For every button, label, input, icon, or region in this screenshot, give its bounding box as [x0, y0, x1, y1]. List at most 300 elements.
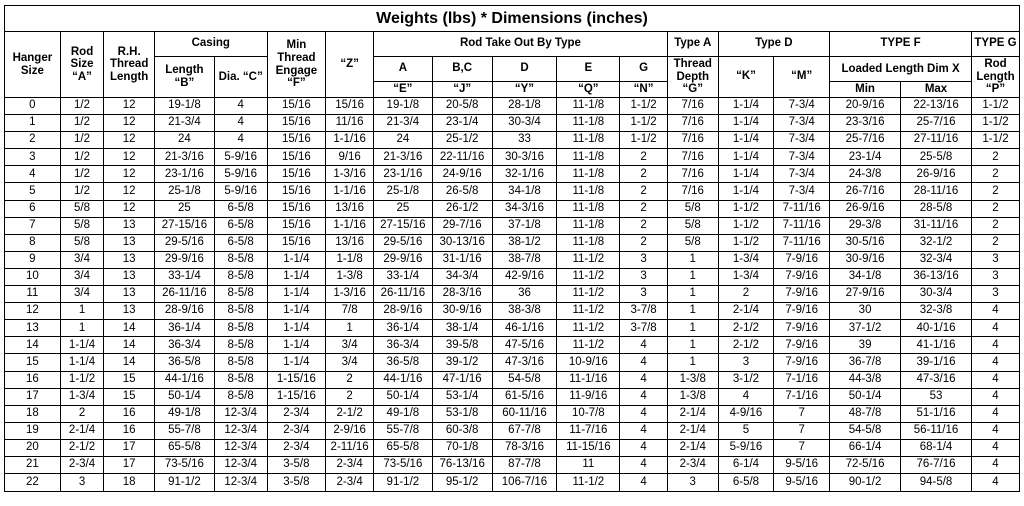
- table-cell: 11-1/8: [557, 234, 620, 251]
- table-cell: 11: [5, 286, 61, 303]
- table-cell: 15: [5, 354, 61, 371]
- table-cell: 32-1/2: [901, 234, 972, 251]
- table-cell: 1/2: [60, 98, 104, 115]
- table-cell: 60-11/16: [492, 405, 557, 422]
- table-cell: 56-11/16: [901, 422, 972, 439]
- table-cell: 4: [620, 354, 668, 371]
- table-row: [5, 320, 1020, 337]
- table-cell: 15: [104, 371, 155, 388]
- table-cell: 28-9/16: [155, 303, 215, 320]
- table-cell: 54-5/8: [830, 422, 901, 439]
- table-cell: 7-3/4: [774, 149, 830, 166]
- table-cell: 23-1/4: [830, 149, 901, 166]
- table-cell: 2: [620, 234, 668, 251]
- table-cell: 2-3/4: [667, 456, 718, 473]
- table-cell: 65-5/8: [155, 439, 215, 456]
- table-cell: 55-7/8: [373, 422, 432, 439]
- table-cell: 23-3/16: [830, 115, 901, 132]
- table-cell: 1-1/2: [718, 200, 774, 217]
- table-cell: 13/16: [326, 200, 374, 217]
- table-cell: 20-5/8: [432, 98, 492, 115]
- table-cell: 1-1/4: [267, 337, 326, 354]
- table-row: [5, 149, 1020, 166]
- header-type-f: TYPE F: [830, 32, 972, 57]
- table-row: [5, 183, 1020, 200]
- table-cell: 26-7/16: [830, 183, 901, 200]
- table-cell: 3: [718, 354, 774, 371]
- table-cell: 2-1/2: [718, 337, 774, 354]
- table-cell: 8: [5, 234, 61, 251]
- table-cell: 2: [620, 217, 668, 234]
- table-cell: 2: [5, 132, 61, 149]
- table-cell: 2: [620, 183, 668, 200]
- table-cell: 1-1/4: [60, 354, 104, 371]
- table-cell: 13: [104, 217, 155, 234]
- table-cell: 11/16: [326, 115, 374, 132]
- table-cell: 1-3/16: [326, 166, 374, 183]
- table-cell: 51-1/16: [901, 405, 972, 422]
- table-cell: 3: [972, 251, 1020, 268]
- table-cell: 34-1/8: [830, 268, 901, 285]
- header-rh-thread-length: R.H. Thread Length: [104, 32, 155, 98]
- table-cell: 1: [60, 303, 104, 320]
- table-cell: 20: [5, 439, 61, 456]
- table-cell: 3: [60, 474, 104, 492]
- table-cell: 1-1/2: [972, 98, 1020, 115]
- table-cell: 11-1/2: [557, 474, 620, 492]
- table-cell: 1-3/8: [667, 371, 718, 388]
- table-body: [5, 98, 1020, 492]
- table-cell: 11: [557, 456, 620, 473]
- table-cell: 26-5/8: [432, 183, 492, 200]
- table-cell: 36-1/4: [155, 320, 215, 337]
- table-cell: 15: [104, 388, 155, 405]
- table-cell: 55-7/8: [155, 422, 215, 439]
- table-cell: 44-1/16: [373, 371, 432, 388]
- table-cell: 3-5/8: [267, 474, 326, 492]
- table-cell: 25-1/2: [432, 132, 492, 149]
- table-cell: 2: [620, 200, 668, 217]
- table-cell: 29-5/16: [373, 234, 432, 251]
- table-cell: 87-7/8: [492, 456, 557, 473]
- table-cell: 4: [972, 439, 1020, 456]
- table-cell: 3-7/8: [620, 303, 668, 320]
- header-sub-e: “E”: [373, 82, 432, 98]
- table-cell: 25-5/8: [901, 149, 972, 166]
- table-cell: 4: [620, 422, 668, 439]
- table-cell: 11-1/2: [557, 286, 620, 303]
- table-cell: 29-3/8: [830, 217, 901, 234]
- table-cell: 3: [5, 149, 61, 166]
- table-cell: 27-15/16: [373, 217, 432, 234]
- header-col-g: G: [620, 57, 668, 82]
- table-cell: 2-3/4: [267, 405, 326, 422]
- table-cell: 11-1/8: [557, 132, 620, 149]
- table-cell: 1-1/2: [620, 115, 668, 132]
- table-cell: 12: [104, 98, 155, 115]
- table-cell: 30-3/4: [492, 115, 557, 132]
- table-cell: 36-3/4: [373, 337, 432, 354]
- table-cell: 1-1/4: [718, 166, 774, 183]
- table-cell: 73-5/16: [155, 456, 215, 473]
- table-cell: 1-3/4: [718, 268, 774, 285]
- table-cell: 72-5/16: [830, 456, 901, 473]
- table-cell: 11-1/8: [557, 115, 620, 132]
- table-cell: 2: [972, 217, 1020, 234]
- table-cell: 4: [5, 166, 61, 183]
- table-cell: 42-9/16: [492, 268, 557, 285]
- table-cell: 8-5/8: [214, 320, 267, 337]
- header-k: “K”: [718, 57, 774, 98]
- table-cell: 7/16: [667, 183, 718, 200]
- table-cell: 9-5/16: [774, 456, 830, 473]
- table-cell: 3/4: [60, 286, 104, 303]
- table-cell: 4: [214, 115, 267, 132]
- table-cell: 4: [620, 337, 668, 354]
- table-cell: 7/16: [667, 149, 718, 166]
- header-rod-length: Rod Length “P”: [972, 57, 1020, 98]
- table-cell: 2-11/16: [326, 439, 374, 456]
- table-cell: 6-5/8: [214, 200, 267, 217]
- table-cell: 37-1/8: [492, 217, 557, 234]
- header-min: Min: [830, 82, 901, 98]
- table-cell: 7-1/16: [774, 388, 830, 405]
- table-cell: 53: [901, 388, 972, 405]
- table-cell: 106-7/16: [492, 474, 557, 492]
- header-thread-depth: Thread Depth “G”: [667, 57, 718, 98]
- table-cell: 73-5/16: [373, 456, 432, 473]
- table-cell: 7-3/4: [774, 166, 830, 183]
- table-cell: 15/16: [267, 166, 326, 183]
- table-cell: 41-1/16: [901, 337, 972, 354]
- table-cell: 4: [620, 371, 668, 388]
- table-cell: 2: [972, 200, 1020, 217]
- table-cell: 33-1/4: [373, 268, 432, 285]
- table-cell: 1-1/4: [267, 268, 326, 285]
- header-rod-take-out: Rod Take Out By Type: [373, 32, 667, 57]
- table-cell: 2-9/16: [326, 422, 374, 439]
- table-cell: 1: [667, 320, 718, 337]
- table-cell: 16: [104, 405, 155, 422]
- table-cell: 5/8: [60, 234, 104, 251]
- table-cell: 4: [620, 388, 668, 405]
- table-cell: 8-5/8: [214, 268, 267, 285]
- table-cell: 2-1/4: [60, 422, 104, 439]
- table-cell: 1: [667, 268, 718, 285]
- table-row: [5, 132, 1020, 149]
- table-cell: 3-1/2: [718, 371, 774, 388]
- table-cell: 3: [620, 251, 668, 268]
- table-cell: 17: [104, 456, 155, 473]
- table-cell: 14: [104, 337, 155, 354]
- table-cell: 5/8: [60, 217, 104, 234]
- table-cell: 2: [326, 388, 374, 405]
- header-col-e: E: [557, 57, 620, 82]
- header-type-a: Type A: [667, 32, 718, 57]
- table-cell: 12: [104, 115, 155, 132]
- table-cell: 4: [620, 456, 668, 473]
- table-cell: 47-1/16: [432, 371, 492, 388]
- table-cell: 21-3/16: [373, 149, 432, 166]
- table-cell: 78-3/16: [492, 439, 557, 456]
- table-cell: 25: [155, 200, 215, 217]
- table-cell: 25-7/16: [901, 115, 972, 132]
- header-m: “M”: [774, 57, 830, 98]
- table-cell: 15/16: [267, 149, 326, 166]
- table-row: [5, 422, 1020, 439]
- table-cell: 12: [104, 132, 155, 149]
- table-cell: 10: [5, 268, 61, 285]
- table-cell: 66-1/4: [830, 439, 901, 456]
- table-cell: 12-3/4: [214, 439, 267, 456]
- table-row: [5, 474, 1020, 492]
- table-cell: 1-1/2: [620, 132, 668, 149]
- table-cell: 1-1/4: [267, 251, 326, 268]
- table-cell: 1-1/4: [267, 286, 326, 303]
- table-cell: 1: [5, 115, 61, 132]
- table-cell: 27-15/16: [155, 217, 215, 234]
- table-cell: 7-11/16: [774, 234, 830, 251]
- table-cell: 4: [972, 388, 1020, 405]
- table-cell: 15/16: [267, 217, 326, 234]
- table-row: [5, 456, 1020, 473]
- table-cell: 39-1/2: [432, 354, 492, 371]
- table-cell: 39: [830, 337, 901, 354]
- table-cell: 28-1/8: [492, 98, 557, 115]
- table-cell: 3-7/8: [620, 320, 668, 337]
- table-cell: 15/16: [267, 183, 326, 200]
- table-cell: 2-1/4: [667, 439, 718, 456]
- table-cell: 9-5/16: [774, 474, 830, 492]
- table-cell: 9/16: [326, 149, 374, 166]
- table-cell: 1-1/2: [60, 371, 104, 388]
- table-cell: 15/16: [267, 115, 326, 132]
- table-cell: 11-1/2: [557, 303, 620, 320]
- table-cell: 24: [373, 132, 432, 149]
- table-cell: 7: [774, 405, 830, 422]
- header-sub-q: “Q”: [557, 82, 620, 98]
- table-cell: 47-5/16: [492, 337, 557, 354]
- table-cell: 13: [104, 303, 155, 320]
- table-cell: 0: [5, 98, 61, 115]
- table-cell: 1-1/4: [718, 115, 774, 132]
- table-cell: 17: [104, 439, 155, 456]
- table-cell: 1-1/16: [326, 217, 374, 234]
- table-cell: 11-15/16: [557, 439, 620, 456]
- table-cell: 29-7/16: [432, 217, 492, 234]
- table-cell: 30-13/16: [432, 234, 492, 251]
- table-cell: 12: [104, 183, 155, 200]
- table-cell: 29-5/16: [155, 234, 215, 251]
- table-cell: 21: [5, 456, 61, 473]
- table-cell: 29-9/16: [373, 251, 432, 268]
- table-cell: 36-3/4: [155, 337, 215, 354]
- table-cell: 6-5/8: [214, 217, 267, 234]
- table-cell: 1: [667, 251, 718, 268]
- table-cell: 32-1/16: [492, 166, 557, 183]
- table-cell: 95-1/2: [432, 474, 492, 492]
- table-cell: 8-5/8: [214, 354, 267, 371]
- table-cell: 4: [214, 132, 267, 149]
- table-cell: 36-7/8: [830, 354, 901, 371]
- table-cell: 1-15/16: [267, 388, 326, 405]
- table-row: [5, 200, 1020, 217]
- table-cell: 12: [104, 149, 155, 166]
- table-cell: 39-5/8: [432, 337, 492, 354]
- table-cell: 7/16: [667, 115, 718, 132]
- table-cell: 33: [492, 132, 557, 149]
- table-cell: 25-1/8: [373, 183, 432, 200]
- table-cell: 1-1/8: [326, 251, 374, 268]
- table-cell: 17: [5, 388, 61, 405]
- table-cell: 7/16: [667, 166, 718, 183]
- table-cell: 11-9/16: [557, 388, 620, 405]
- table-cell: 15/16: [267, 200, 326, 217]
- table-cell: 26-11/16: [155, 286, 215, 303]
- table-cell: 1-1/4: [718, 183, 774, 200]
- table-cell: 13/16: [326, 234, 374, 251]
- table-cell: 33-1/4: [155, 268, 215, 285]
- table-cell: 25: [373, 200, 432, 217]
- table-cell: 2-1/2: [326, 405, 374, 422]
- table-cell: 40-1/16: [901, 320, 972, 337]
- table-cell: 30: [830, 303, 901, 320]
- table-cell: 44-3/8: [830, 371, 901, 388]
- table-cell: 5/8: [667, 217, 718, 234]
- table-cell: 30-3/4: [901, 286, 972, 303]
- table-cell: 2-3/4: [326, 474, 374, 492]
- table-cell: 7-3/4: [774, 98, 830, 115]
- table-cell: 2-1/4: [667, 405, 718, 422]
- table-cell: 25-7/16: [830, 132, 901, 149]
- table-cell: 7/16: [667, 132, 718, 149]
- table-cell: 7-9/16: [774, 354, 830, 371]
- table-cell: 27-9/16: [830, 286, 901, 303]
- table-cell: 19-1/8: [373, 98, 432, 115]
- header-casing: Casing: [155, 32, 268, 57]
- table-cell: 15/16: [267, 234, 326, 251]
- table-cell: 3: [972, 268, 1020, 285]
- table-cell: 5-9/16: [214, 166, 267, 183]
- table-cell: 1: [60, 320, 104, 337]
- table-cell: 5-9/16: [214, 149, 267, 166]
- table-cell: 11-1/8: [557, 149, 620, 166]
- table-cell: 38-1/4: [432, 320, 492, 337]
- table-cell: 1/2: [60, 166, 104, 183]
- table-cell: 49-1/8: [155, 405, 215, 422]
- table-cell: 12: [104, 166, 155, 183]
- table-cell: 13: [104, 234, 155, 251]
- table-cell: 4: [972, 474, 1020, 492]
- table-cell: 31-11/16: [901, 217, 972, 234]
- table-cell: 1-1/4: [267, 354, 326, 371]
- table-cell: 7/8: [326, 303, 374, 320]
- table-cell: 34-1/8: [492, 183, 557, 200]
- table-cell: 20-9/16: [830, 98, 901, 115]
- table-row: [5, 166, 1020, 183]
- table-cell: 2: [972, 149, 1020, 166]
- table-cell: 1/2: [60, 183, 104, 200]
- table-cell: 23-1/16: [155, 166, 215, 183]
- table-cell: 2: [326, 371, 374, 388]
- table-cell: 60-3/8: [432, 422, 492, 439]
- table-cell: 4-9/16: [718, 405, 774, 422]
- table-cell: 7-9/16: [774, 303, 830, 320]
- table-cell: 2: [718, 286, 774, 303]
- table-cell: 13: [104, 286, 155, 303]
- table-cell: 36-5/8: [373, 354, 432, 371]
- table-cell: 1-1/4: [718, 132, 774, 149]
- table-cell: 4: [972, 405, 1020, 422]
- table-cell: 27-11/16: [901, 132, 972, 149]
- table-cell: 38-1/2: [492, 234, 557, 251]
- header-col-a: A: [373, 57, 432, 82]
- table-cell: 1: [667, 337, 718, 354]
- table-cell: 2-1/4: [718, 303, 774, 320]
- table-cell: 1-1/16: [326, 132, 374, 149]
- table-cell: 15/16: [267, 132, 326, 149]
- table-cell: 13: [104, 268, 155, 285]
- table-cell: 1-1/2: [620, 98, 668, 115]
- table-cell: 11-7/16: [557, 422, 620, 439]
- table-cell: 4: [972, 456, 1020, 473]
- dimensions-table-container: [4, 5, 1020, 492]
- table-cell: 2-3/4: [267, 422, 326, 439]
- table-cell: 48-7/8: [830, 405, 901, 422]
- header-loaded-length: Loaded Length Dim X: [830, 57, 972, 82]
- table-cell: 7-9/16: [774, 286, 830, 303]
- table-cell: 7-9/16: [774, 337, 830, 354]
- table-cell: 44-1/16: [155, 371, 215, 388]
- table-cell: 1-1/16: [326, 183, 374, 200]
- table-cell: 3/4: [326, 354, 374, 371]
- table-cell: 28-9/16: [373, 303, 432, 320]
- table-row: [5, 217, 1020, 234]
- table-cell: 3: [972, 286, 1020, 303]
- table-cell: 46-1/16: [492, 320, 557, 337]
- table-cell: 5: [5, 183, 61, 200]
- table-cell: 2: [620, 166, 668, 183]
- table-cell: 39-1/16: [901, 354, 972, 371]
- table-cell: 4: [620, 474, 668, 492]
- table-cell: 3/4: [326, 337, 374, 354]
- header-length-b: Length “B”: [155, 57, 215, 98]
- table-cell: 28-5/8: [901, 200, 972, 217]
- table-cell: 1-3/8: [326, 268, 374, 285]
- table-cell: 1-1/2: [718, 217, 774, 234]
- table-cell: 68-1/4: [901, 439, 972, 456]
- table-cell: 32-3/4: [901, 251, 972, 268]
- table-cell: 37-1/2: [830, 320, 901, 337]
- table-cell: 11-1/8: [557, 98, 620, 115]
- header-sub-y: “Y”: [492, 82, 557, 98]
- table-cell: 3: [620, 268, 668, 285]
- header-max: Max: [901, 82, 972, 98]
- table-row: [5, 303, 1020, 320]
- table-cell: 21-3/16: [155, 149, 215, 166]
- table-cell: 1-1/4: [267, 320, 326, 337]
- table-cell: 22-13/16: [901, 98, 972, 115]
- table-cell: 67-7/8: [492, 422, 557, 439]
- table-cell: 26-9/16: [830, 200, 901, 217]
- table-cell: 21-3/4: [373, 115, 432, 132]
- table-cell: 4: [718, 388, 774, 405]
- table-cell: 36-5/8: [155, 354, 215, 371]
- table-cell: 1-1/4: [60, 337, 104, 354]
- table-cell: 16: [5, 371, 61, 388]
- table-row: [5, 286, 1020, 303]
- table-cell: 11-1/8: [557, 183, 620, 200]
